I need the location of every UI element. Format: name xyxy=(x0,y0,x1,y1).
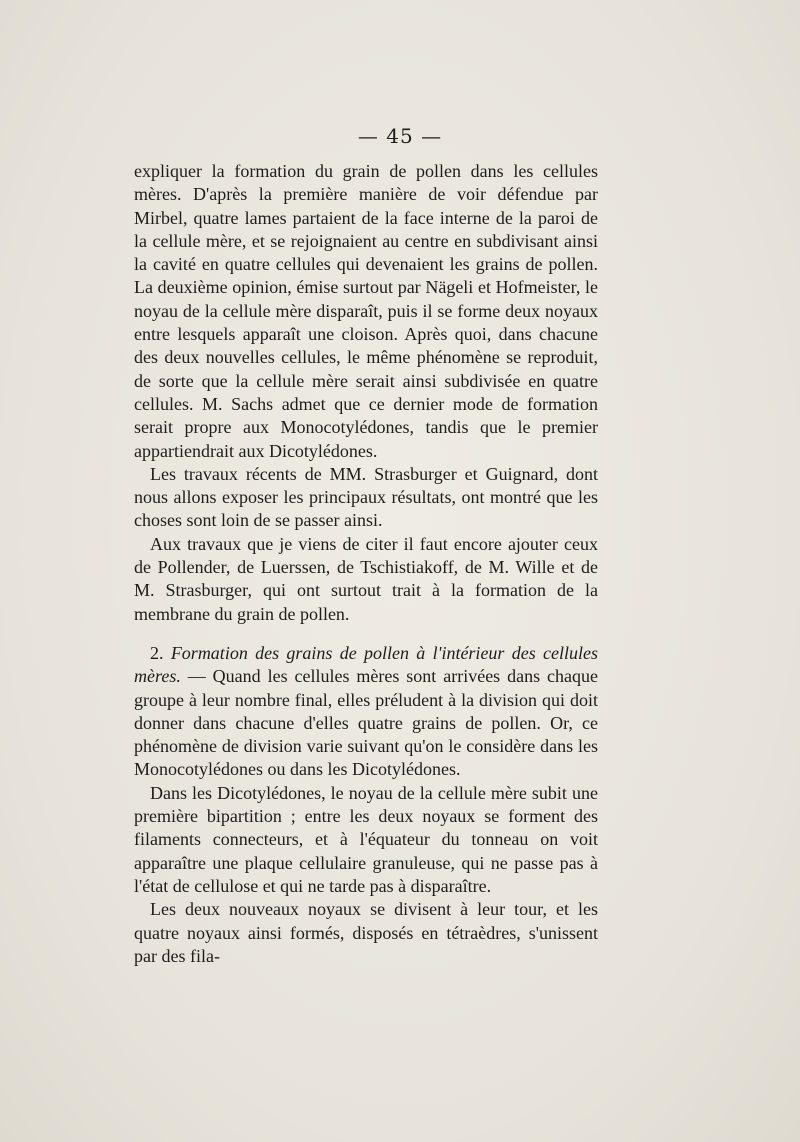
section-title: Formation des grains de pollen à l'intérieur des cellules mères. xyxy=(134,642,598,687)
page-number: — 45 — xyxy=(357,124,443,148)
paragraph: Dans les Dicotylédones, le noyau de la cellule mère subit une première bipartition ; entre les deux noyaux se forment des filaments connecteurs, et à l'équateur du tonneau on voit apparaître une plaque cellulaire granuleuse, qui ne passe pas à l'état de cellulose et qui ne tarde pas à disparaître. xyxy=(134,782,598,896)
section-number: 2. xyxy=(150,642,164,663)
body-text xyxy=(134,160,598,968)
paragraph: expliquer la formation du grain de pollen dans les cellules mères. D'après la première manière de voir défendue par Mirbel, quatre lames partaient de la face interne de la paroi de la cellule mère, et se rejoignaient au centre en subdivisant ainsi la cavité en quatre cellules qui devenaient les grains de pollen. La deuxième opinion, émise surtout par Nägeli et Hofmeister, le noyau de la cellule mère disparaît, puis il se forme deux noyaux entre lesquels apparaît une cloison. Après quoi, dans chacune des deux nouvelles cellules, le même phénomène se reproduit, de sorte que la cellule mère serait ainsi subdivisée en quatre cellules. M. Sachs admet que ce dernier mode de formation serait propre aux Monocotylédones, tandis que le premier appartiendrait aux Dicotylédones. xyxy=(134,161,598,461)
section-lead: — Quand les cellules mères sont arrivées dans chaque groupe à leur nombre final, elles préludent à la division qui doit donner dans chacune d'elles quatre grains de pollen. Or, ce phénomène de division varie suivant qu'on le considère dans les Monocotylédones ou dans les Dicotylédones. xyxy=(134,666,598,780)
paragraph: Les deux nouveaux noyaux se divisent à leur tour, et les quatre noyaux ainsi formés, disposés en tétraèdres, s'unissent par des fila- xyxy=(134,899,598,966)
paragraph: Aux travaux que je viens de citer il faut encore ajouter ceux de Pollender, de Luerssen, de Tschistiakoff, de M. Wille et de M. Strasburger, qui ont surtout trait à la formation de la membrane du grain de pollen. xyxy=(134,533,598,624)
paragraph: Les travaux récents de MM. Strasburger et Guignard, dont nous allons exposer les principaux résultats, ont montré que les choses sont loin de se passer ainsi. xyxy=(134,463,598,531)
section-paragraph xyxy=(134,642,598,782)
